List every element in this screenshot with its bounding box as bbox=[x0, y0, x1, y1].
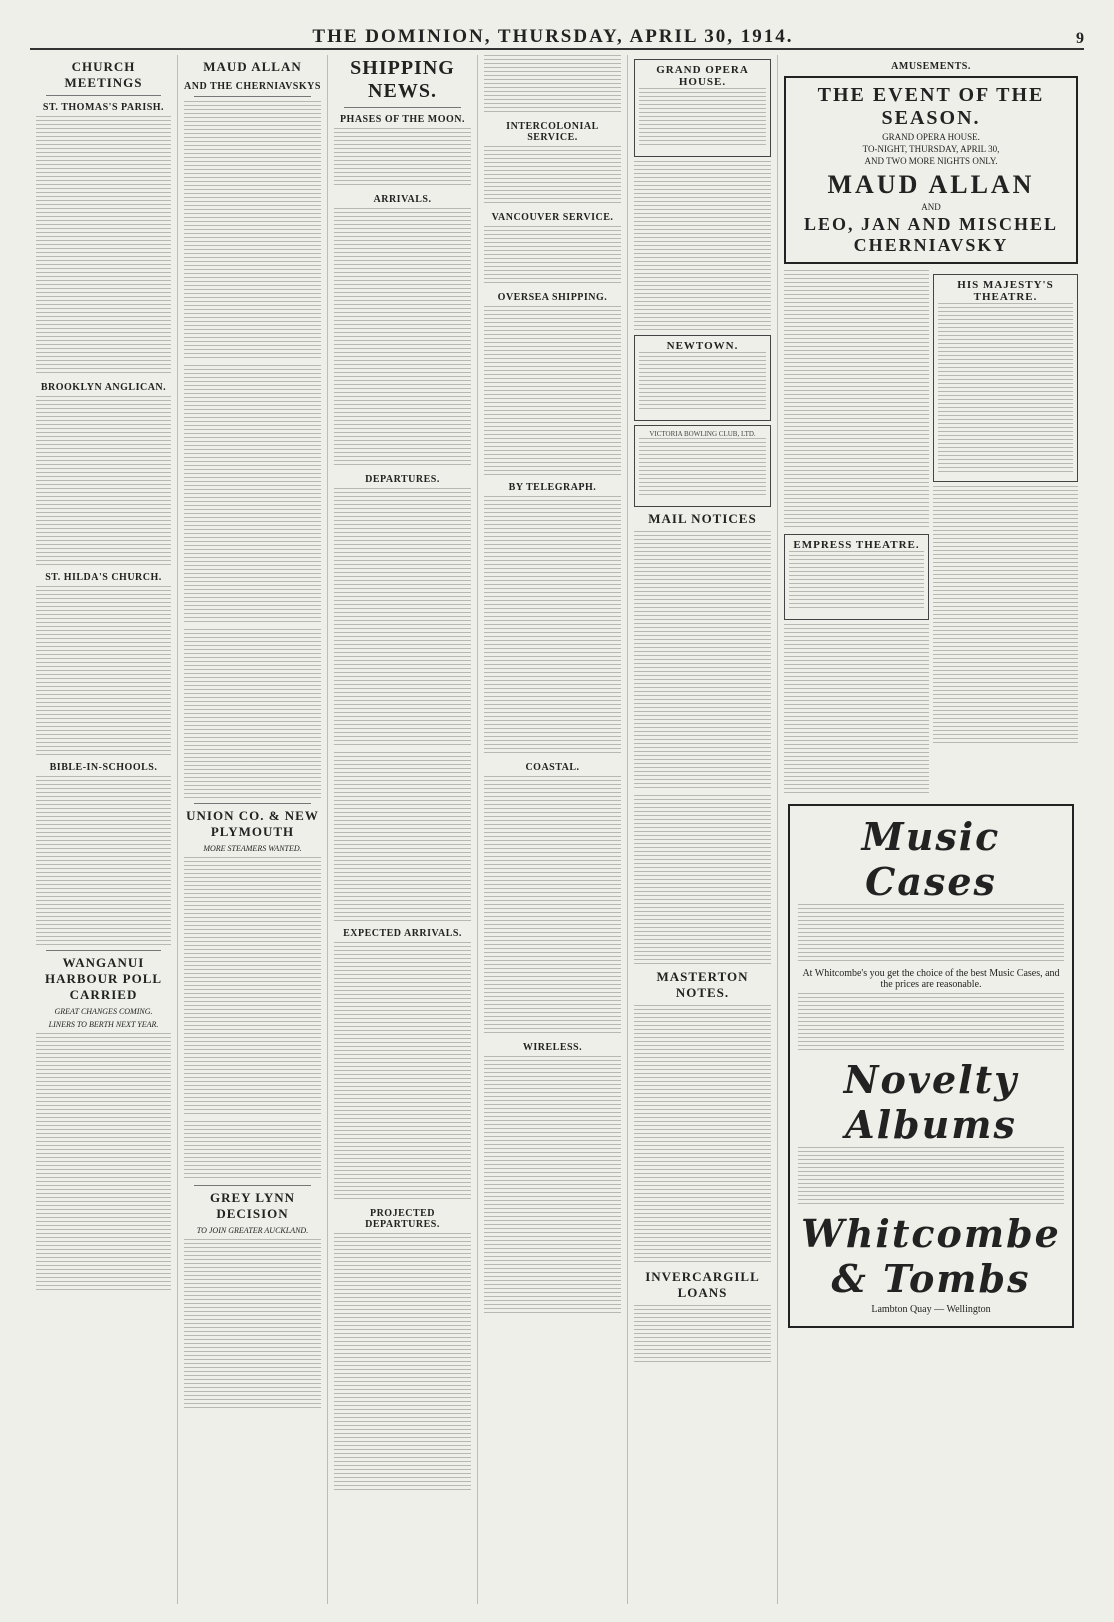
amusements-heading: AMUSEMENTS. bbox=[891, 61, 971, 72]
empress-title: EMPRESS THEATRE. bbox=[793, 539, 920, 551]
ads-right bbox=[933, 270, 1078, 798]
cherniavsky-names: LEO, JAN AND MISCHEL CHERNIAVSKY bbox=[803, 214, 1059, 255]
column-5 bbox=[628, 55, 778, 1604]
ad-text bbox=[798, 1147, 1064, 1207]
article-text bbox=[36, 776, 171, 946]
ad-text bbox=[798, 993, 1064, 1053]
mail-notices-heading: MAIL NOTICES bbox=[648, 511, 757, 526]
ad-text bbox=[639, 88, 766, 148]
newtown-ad bbox=[634, 335, 771, 421]
divider bbox=[344, 107, 461, 108]
divider bbox=[46, 950, 161, 951]
ad-text bbox=[784, 270, 929, 530]
mail-notices-text bbox=[634, 531, 771, 791]
newtown-title: NEWTOWN. bbox=[666, 340, 739, 352]
departures-subheading: DEPARTURES. bbox=[365, 474, 440, 485]
shipping-list bbox=[484, 776, 621, 1036]
tonight-line: TO-NIGHT, THURSDAY, APRIL 30, bbox=[862, 144, 1000, 154]
article-text bbox=[36, 1033, 171, 1293]
wireless-subheading: WIRELESS. bbox=[522, 1042, 583, 1053]
oversea-shipping-subheading: OVERSEA SHIPPING. bbox=[497, 292, 608, 303]
church-meetings-heading: CHURCH MEETINGS bbox=[64, 59, 143, 90]
ad-text bbox=[789, 551, 924, 611]
article-text bbox=[634, 1005, 771, 1265]
novelty-albums-title: Novelty Albums bbox=[843, 1057, 1019, 1147]
his-majestys-ad bbox=[933, 274, 1078, 482]
whitcombe-ad bbox=[788, 804, 1074, 1328]
shipping-list bbox=[334, 1233, 471, 1493]
masthead bbox=[30, 22, 1084, 50]
article-text bbox=[184, 857, 321, 1117]
article-text bbox=[184, 365, 321, 625]
ad-text bbox=[798, 904, 1064, 964]
whitcombe-tombs-name: Whitcombe & Tombs bbox=[801, 1211, 1061, 1301]
wanganui-heading: WANGANUI HARBOUR POLL CARRIED bbox=[44, 955, 163, 1002]
masthead-title: THE DOMINION, THURSDAY, APRIL 30, 1914. bbox=[312, 26, 794, 47]
divider bbox=[46, 95, 161, 96]
shipping-list bbox=[484, 146, 621, 206]
st-thomas-subheading: ST. THOMAS'S PARISH. bbox=[42, 102, 165, 113]
liners-subheading: LINERS TO BERTH NEXT YEAR. bbox=[48, 1020, 159, 1029]
shipping-list bbox=[484, 55, 621, 115]
article-text bbox=[184, 629, 321, 799]
opera-house-title: GRAND OPERA HOUSE. bbox=[656, 64, 749, 88]
ads-split bbox=[784, 270, 1078, 798]
bowling-club-title: VICTORIA BOWLING CLUB, LTD. bbox=[649, 430, 756, 438]
shipping-list bbox=[334, 488, 471, 748]
his-majestys-title: HIS MAJESTY'S THEATRE. bbox=[957, 279, 1054, 303]
article-text bbox=[184, 101, 321, 361]
maud-allan-heading: MAUD ALLAN bbox=[203, 59, 302, 74]
shipping-list bbox=[484, 226, 621, 286]
maud-allan-banner bbox=[784, 76, 1078, 264]
intercolonial-subheading: INTERCOLONIAL SERVICE. bbox=[506, 121, 599, 143]
divider bbox=[194, 96, 311, 97]
empress-ad bbox=[784, 534, 929, 620]
article-text bbox=[36, 586, 171, 756]
bible-schools-subheading: BIBLE-IN-SCHOOLS. bbox=[49, 762, 158, 773]
article-text bbox=[634, 1305, 771, 1365]
more-steamers-subheading: MORE STEAMERS WANTED. bbox=[203, 844, 302, 853]
column-1 bbox=[30, 55, 178, 1604]
whitcombe-address: Lambton Quay — Wellington bbox=[871, 1304, 991, 1315]
opera-house-ad bbox=[634, 59, 771, 157]
expected-arrivals-subheading: EXPECTED ARRIVALS. bbox=[343, 928, 462, 939]
column-4 bbox=[478, 55, 628, 1604]
grey-lynn-heading: GREY LYNN DECISION bbox=[210, 1190, 295, 1221]
arrivals-subheading: ARRIVALS. bbox=[373, 194, 432, 205]
projected-departures-subheading: PROJECTED DEPARTURES. bbox=[365, 1208, 440, 1230]
venue-line: GRAND OPERA HOUSE. bbox=[882, 132, 980, 142]
ad-text bbox=[784, 624, 929, 794]
column-3 bbox=[328, 55, 478, 1604]
ad-text bbox=[634, 161, 771, 331]
great-changes-subheading: GREAT CHANGES COMING. bbox=[54, 1007, 153, 1016]
divider bbox=[194, 1185, 311, 1186]
greater-auckland-subheading: TO JOIN GREATER AUCKLAND. bbox=[196, 1226, 309, 1235]
ads-left bbox=[784, 270, 929, 798]
article-text bbox=[184, 1239, 321, 1409]
article-text bbox=[184, 1121, 321, 1181]
ad-text bbox=[933, 486, 1078, 746]
tide-table bbox=[334, 128, 471, 188]
shipping-table bbox=[484, 306, 621, 476]
st-hilda-subheading: ST. HILDA'S CHURCH. bbox=[45, 572, 162, 583]
maud-allan-name: MAUD ALLAN bbox=[827, 170, 1035, 199]
ad-text bbox=[639, 438, 766, 498]
invercargill-heading: INVERCARGILL LOANS bbox=[645, 1269, 760, 1300]
bowling-club-ad bbox=[634, 425, 771, 507]
by-telegraph-subheading: BY TELEGRAPH. bbox=[508, 482, 597, 493]
shipping-list bbox=[334, 942, 471, 1202]
music-cases-title: Music Cases bbox=[861, 814, 1001, 904]
article-text bbox=[36, 116, 171, 376]
column-6 bbox=[778, 55, 1084, 1604]
page-number: 9 bbox=[1075, 30, 1084, 47]
masterton-heading: MASTERTON NOTES. bbox=[656, 969, 749, 1000]
union-co-heading: UNION CO. & NEW PLYMOUTH bbox=[186, 808, 319, 839]
event-title: THE EVENT OF THE SEASON. bbox=[817, 84, 1045, 129]
music-cases-line: At Whitcombe's you get the choice of the best Music Cases, and the prices are reasonable. bbox=[802, 968, 1060, 990]
coastal-subheading: COASTAL. bbox=[525, 762, 580, 773]
article-text bbox=[36, 396, 171, 566]
ad-text bbox=[639, 352, 766, 412]
vancouver-subheading: VANCOUVER SERVICE. bbox=[491, 212, 614, 223]
column-2 bbox=[178, 55, 328, 1604]
divider bbox=[194, 803, 311, 804]
shipping-list bbox=[334, 208, 471, 468]
shipping-list bbox=[334, 752, 471, 922]
shipping-list bbox=[484, 496, 621, 756]
cherniavskys-subheading: AND THE CHERNIAVSKYS bbox=[184, 81, 321, 92]
and-line: AND bbox=[921, 202, 941, 212]
ad-text bbox=[938, 303, 1073, 473]
brooklyn-subheading: BROOKLYN ANGLICAN. bbox=[40, 382, 167, 393]
article-text bbox=[484, 1056, 621, 1316]
more-nights-line: AND TWO MORE NIGHTS ONLY. bbox=[864, 156, 998, 166]
mail-notices-text bbox=[634, 795, 771, 965]
moon-phases-subheading: PHASES OF THE MOON. bbox=[339, 114, 466, 125]
shipping-news-heading: SHIPPING NEWS. bbox=[350, 57, 455, 102]
